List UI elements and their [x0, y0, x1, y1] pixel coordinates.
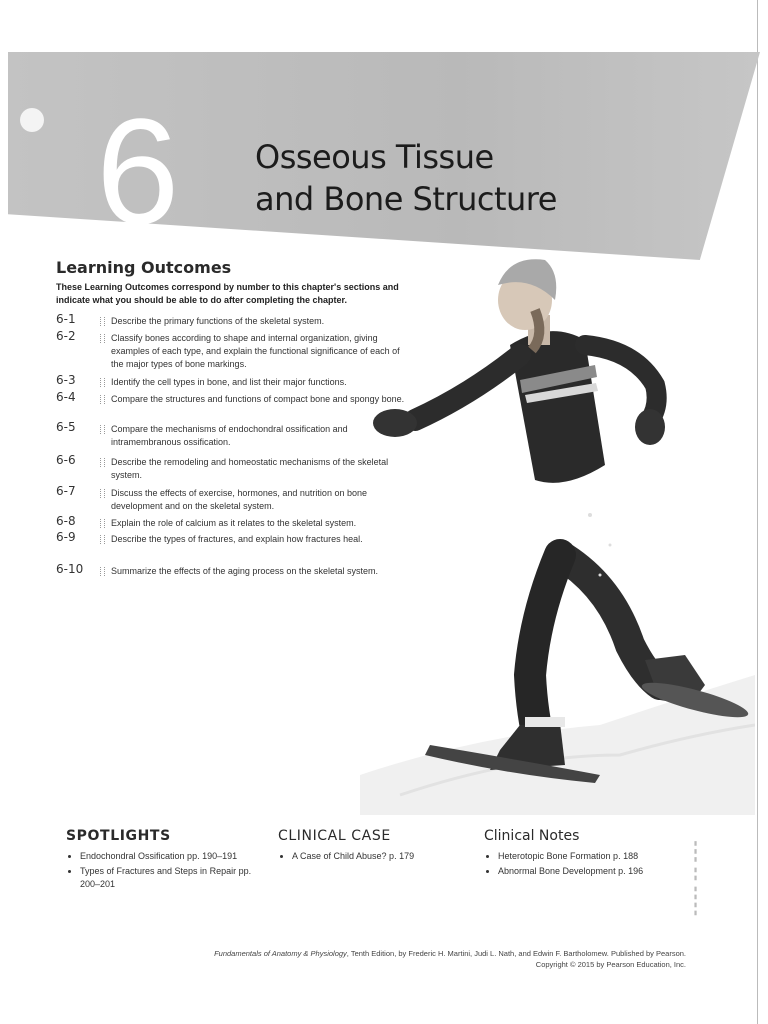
outcome-number: 6-6 — [56, 453, 76, 467]
outcome-text: Describe the remodeling and homeostatic mechanisms of the skeletal system. — [111, 457, 389, 480]
outcome-number: 6-7 — [56, 484, 76, 498]
chapter-number: 6 — [96, 87, 180, 255]
learning-outcomes-heading: Learning Outcomes — [56, 258, 232, 277]
outcome-number: 6-9 — [56, 530, 76, 544]
chapter-title-line-2: and Bone Structure — [255, 180, 557, 218]
outcome-number: 6-8 — [56, 514, 76, 528]
outcome-marker-icon — [100, 425, 105, 434]
clinical-case-heading: CLINICAL CASE — [278, 828, 391, 844]
footer-citation — [140, 948, 686, 959]
clinical-note-item: • Heterotopic Bone Formation p. 188 — [498, 850, 694, 863]
clinical-note-item: • Abnormal Bone Development p. 196 — [498, 865, 694, 878]
outcome-number: 6-1 — [56, 312, 76, 326]
clinical-notes-list — [484, 850, 694, 878]
clinical-case-section — [278, 828, 468, 865]
spotlights-heading: SPOTLIGHTS — [66, 828, 171, 844]
outcome-marker-icon — [100, 458, 105, 467]
footer-copyright: Copyright © 2015 by Pearson Education, Inc. — [535, 960, 686, 969]
outcome-text: Explain the role of calcium as it relates to the skeletal system. — [111, 518, 357, 528]
spotlights-list — [66, 850, 266, 891]
outcome-number: 6-4 — [56, 390, 76, 404]
outcome-text: Describe the types of fractures, and explain how fractures heal. — [111, 534, 363, 544]
page-edge-line — [757, 0, 758, 1024]
chapter-title — [255, 136, 675, 220]
outcome-text: Classify bones according to shape and internal organization, giving examples of each type, and explain the functional significance of each of the major types of bone markings. — [111, 333, 400, 369]
outcome-text: Identify the cell types in bone, and list their major functions. — [111, 377, 347, 387]
spotlight-item: • Types of Fractures and Steps in Repair pp. 200–201 — [80, 865, 266, 891]
spotlight-item: • Endochondral Ossification pp. 190–191 — [80, 850, 266, 863]
learning-outcomes-intro: These Learning Outcomes correspond by number to this chapter's sections and indicate what you should be able to do after completing the chapter. — [56, 282, 399, 305]
outcome-number: 6-10 — [56, 562, 84, 576]
outcome-number: 6-3 — [56, 373, 76, 387]
outcome-number: 6-2 — [56, 329, 76, 343]
outcome-marker-icon — [100, 519, 105, 528]
outcome-marker-icon — [100, 334, 105, 343]
outcome-text: Compare the mechanisms of endochondral ossification and intramembranous ossification. — [111, 424, 348, 447]
outcome-text: Compare the structures and functions of compact bone and spongy bone. — [111, 394, 405, 404]
page-footer — [140, 948, 686, 970]
outcome-marker-icon — [100, 535, 105, 544]
outcome-marker-icon — [100, 378, 105, 387]
clinical-case-list — [278, 850, 468, 863]
footer-book-title: Fundamentals of Anatomy & Physiology — [214, 949, 347, 958]
snowshoe-runner-photo — [360, 255, 755, 815]
chapter-title-line-1: Osseous Tissue — [255, 138, 494, 176]
side-margin-stamp: ▮▮▮ ▮▮ ▮▮▮▮ — [692, 840, 698, 918]
outcome-marker-icon — [100, 567, 105, 576]
outcome-text: Summarize the effects of the aging process on the skeletal system. — [111, 566, 378, 576]
outcome-text: Discuss the effects of exercise, hormones, and nutrition on bone development and on the skeletal system. — [111, 488, 367, 511]
clinical-case-item: • A Case of Child Abuse? p. 179 — [292, 850, 468, 863]
outcome-marker-icon — [100, 489, 105, 498]
outcome-marker-icon — [100, 317, 105, 326]
banner-dot — [20, 108, 44, 132]
outcome-number: 6-5 — [56, 420, 76, 434]
spotlights-section — [66, 828, 266, 893]
outcome-marker-icon — [100, 395, 105, 404]
clinical-notes-section — [484, 828, 694, 880]
outcome-text: Describe the primary functions of the skeletal system. — [111, 316, 325, 326]
clinical-notes-heading: Clinical Notes — [484, 828, 580, 844]
footer-citation-rest: , Tenth Edition, by Frederic H. Martini, Judi L. Nath, and Edwin F. Bartholomew. Published by Pearson. — [346, 949, 686, 958]
